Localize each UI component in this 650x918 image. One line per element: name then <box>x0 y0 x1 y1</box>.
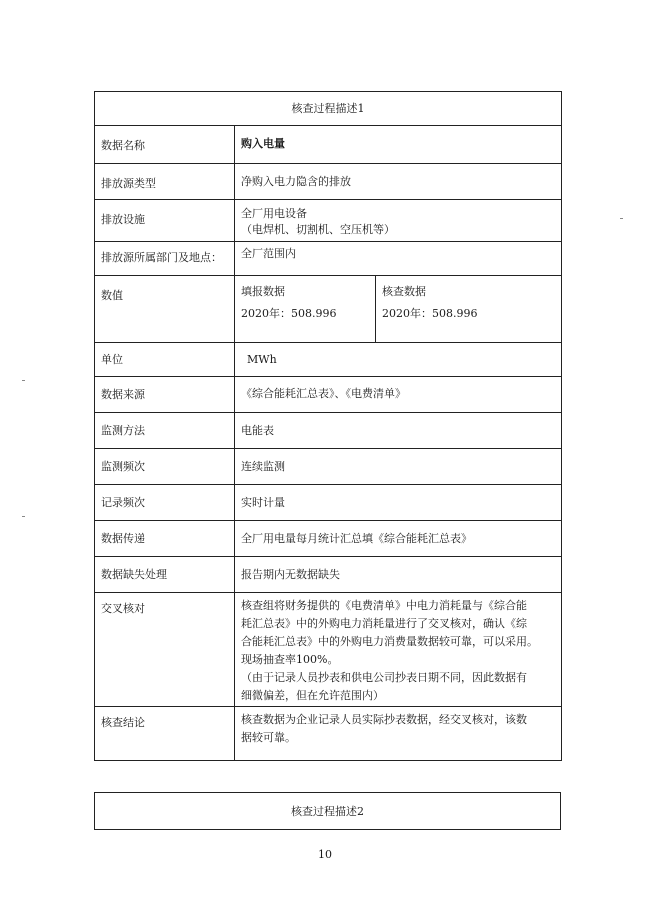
row-label: 监测频次 <box>95 449 235 485</box>
numeric-values <box>235 276 562 343</box>
text-line: 核查数据为企业记录人员实际抄表数据，经交叉核对，该数 <box>241 713 527 726</box>
row-value: 报告期内无数据缺失 <box>235 557 562 593</box>
row-label: 排放设施 <box>95 200 235 242</box>
reported-data-cell <box>235 276 375 342</box>
table-header: 核查过程描述1 <box>95 92 562 126</box>
numeric-row <box>95 276 562 343</box>
table-row <box>95 449 562 485</box>
row-label: 排放源所属部门及地点： <box>95 242 235 276</box>
text-line: 合能耗汇总表》中的外购电力消费量数据较可靠，可以采用。 <box>241 635 538 648</box>
row-label: 单位 <box>95 343 235 377</box>
text-line: 耗汇总表》中的外购电力消耗量进行了交叉核对，确认《综 <box>241 617 527 630</box>
row-value <box>235 200 562 242</box>
scan-speck <box>22 380 25 381</box>
row-label: 数据来源 <box>95 377 235 413</box>
table-row <box>95 126 562 164</box>
row-label: 数据传递 <box>95 521 235 557</box>
row-value: 全厂范围内 <box>235 242 562 276</box>
row-value: 连续监测 <box>235 449 562 485</box>
row-value: 全厂用电量每月统计汇总填《综合能耗汇总表》 <box>235 521 562 557</box>
reported-data-title: 填报数据 <box>241 285 285 298</box>
row-value: 《综合能耗汇总表》、《电费清单》 <box>235 377 562 413</box>
row-value: 净购入电力隐含的排放 <box>235 164 562 200</box>
verified-data-value: 2020年：508.996 <box>382 307 478 320</box>
row-label: 核查结论 <box>95 707 235 761</box>
text-line: （由于记录人员抄表和供电公司抄表日期不同，因此数据有 <box>241 671 527 684</box>
row-value: MWh <box>235 343 562 377</box>
table-row <box>95 377 562 413</box>
row-value-line: 全厂用电设备 <box>241 207 307 220</box>
row-label: 数据名称 <box>95 126 235 164</box>
row-value: 购入电量 <box>235 126 562 164</box>
table-header: 核查过程描述2 <box>95 793 561 830</box>
conclusion-text <box>235 707 562 761</box>
table-row <box>95 242 562 276</box>
table-row <box>95 164 562 200</box>
text-line: 核查组将财务提供的《电费清单》中电力消耗量与《综合能 <box>241 599 527 612</box>
row-label: 交叉核对 <box>95 593 235 707</box>
text-line: 据较可靠。 <box>241 731 296 744</box>
scan-speck <box>620 218 623 219</box>
row-value: 实时计量 <box>235 485 562 521</box>
table-row <box>95 200 562 242</box>
table-row <box>95 485 562 521</box>
table-row <box>95 557 562 593</box>
scan-speck <box>22 516 25 517</box>
table-row <box>95 343 562 377</box>
cross-check-text <box>235 593 562 707</box>
row-value-line: （电焊机、切割机、空压机等） <box>241 223 395 236</box>
verified-data-cell <box>375 276 561 342</box>
text-line: 现场抽查率100%。 <box>241 653 339 666</box>
row-label: 监测方法 <box>95 413 235 449</box>
text-line: 细微偏差，但在允许范围内） <box>241 689 384 702</box>
page-number: 10 <box>318 848 332 861</box>
verified-data-title: 核查数据 <box>382 285 426 298</box>
reported-data-value: 2020年：508.996 <box>241 307 337 320</box>
table-row <box>95 413 562 449</box>
row-label: 数据缺失处理 <box>95 557 235 593</box>
cross-check-row <box>95 593 562 707</box>
row-label: 记录频次 <box>95 485 235 521</box>
row-label: 数值 <box>95 276 235 343</box>
row-label: 排放源类型 <box>95 164 235 200</box>
verification-table-2 <box>94 792 561 830</box>
verification-table-1 <box>94 91 562 761</box>
conclusion-row <box>95 707 562 761</box>
table-row <box>95 521 562 557</box>
row-value: 电能表 <box>235 413 562 449</box>
